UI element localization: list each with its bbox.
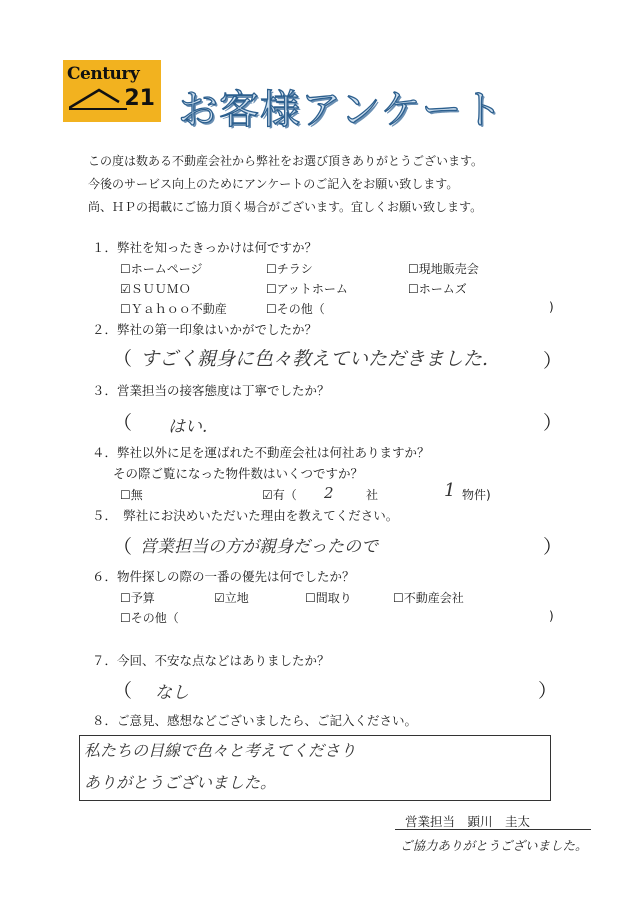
century21-logo [63,60,161,122]
house-roof-icon [69,84,129,110]
question-4-line-1: ４．弊社以外に足を運ばれた不動産会社は何社ありますか？ [92,445,430,460]
q7-open-paren: （ [113,680,133,702]
question-5: ５． 弊社にお決めいただいた理由を教えてください。 [92,508,399,523]
logo-number: 21 [124,86,155,111]
q3-close-paren: ） [543,412,563,434]
q7-answer[interactable]: なし [155,683,189,703]
question-2: ２．弊社の第一印象はいかがでしたか？ [92,322,318,337]
q5-close-paren: ） [543,536,563,558]
q4-option-none[interactable]: ☐無 [120,488,143,502]
q7-close-paren: ） [538,680,558,702]
intro-line-3: 尚、ＨＰの掲載にご協力頂く場合がございます。宜しくお願い致します。 [88,200,483,214]
q1-option-yahoo[interactable]: ☐Ｙａｈｏｏ不動産 [120,302,227,316]
question-4-line-2: その際ご覧になった物件数はいくつですか？ [113,466,364,481]
q3-open-paren: （ [113,412,133,434]
q4-property-count[interactable]: 1 [444,480,456,501]
staff-underline [395,829,591,830]
question-7: ７．今回、不安な点などはありましたか？ [92,653,330,668]
q6-option-other[interactable]: ☐その他（ [120,611,179,625]
question-3: ３．営業担当の接客態度は丁寧でしたか？ [92,383,330,398]
q1-option-open-house[interactable]: ☐現地販売会 [408,262,479,276]
q1-option-athome[interactable]: ☐アットホーム [266,282,348,296]
q6-option-layout[interactable]: ☐間取り [305,591,352,605]
intro-line-2: 今後のサービス向上のためにアンケートのご記入をお願い致します。 [88,177,459,191]
q2-answer[interactable]: すごく親身に色々教えていただきました. [140,348,489,370]
q5-answer[interactable]: 営業担当の方が親身だったので [140,537,378,557]
thanks-message: ご協力ありがとうございました。 [400,838,588,853]
q6-option-agency[interactable]: ☐不動産会社 [393,591,464,605]
page-title: お客様アンケート [178,87,504,133]
q2-close-paren: ） [543,350,563,372]
q1-option-suumo[interactable]: ☑ＳＵＵＭＯ [120,282,191,296]
q5-open-paren: （ [113,536,133,558]
q1-option-flyer[interactable]: ☐チラシ [266,262,313,276]
question-6: ６．物件探しの際の一番の優先は何でしたか？ [92,569,355,584]
q6-other-close: ) [549,609,554,623]
question-1: １．弊社を知ったきっかけは何ですか？ [92,240,318,255]
q6-option-location[interactable]: ☑立地 [214,591,249,605]
q4-option-yes[interactable]: ☑有（ [262,488,297,502]
q4-property-label: 物件) [462,488,491,502]
comment-line-1: 私たちの目線で色々と考えてくださり [84,741,357,760]
logo-brand: Century [67,64,140,84]
q1-option-homepage[interactable]: ☐ホームページ [120,262,203,276]
q1-option-other[interactable]: ☐その他（ [266,302,325,316]
q2-open-paren: （ [113,348,133,370]
q6-option-budget[interactable]: ☐予算 [120,591,155,605]
q3-answer[interactable]: はい. [168,417,208,437]
q4-company-label: 社 [366,488,379,502]
comment-line-2: ありがとうございました。 [84,773,277,792]
question-8: ８．ご意見、感想などございましたら、ご記入ください。 [92,713,418,728]
staff-name: 営業担当 顕川 圭太 [405,814,531,829]
q1-option-homes[interactable]: ☐ホームズ [408,282,467,296]
q4-company-count[interactable]: 2 [324,484,334,502]
q1-other-close: ) [549,300,554,314]
intro-line-1: この度は数ある不動産会社から弊社をお選び頂きありがとうございます。 [88,154,484,168]
